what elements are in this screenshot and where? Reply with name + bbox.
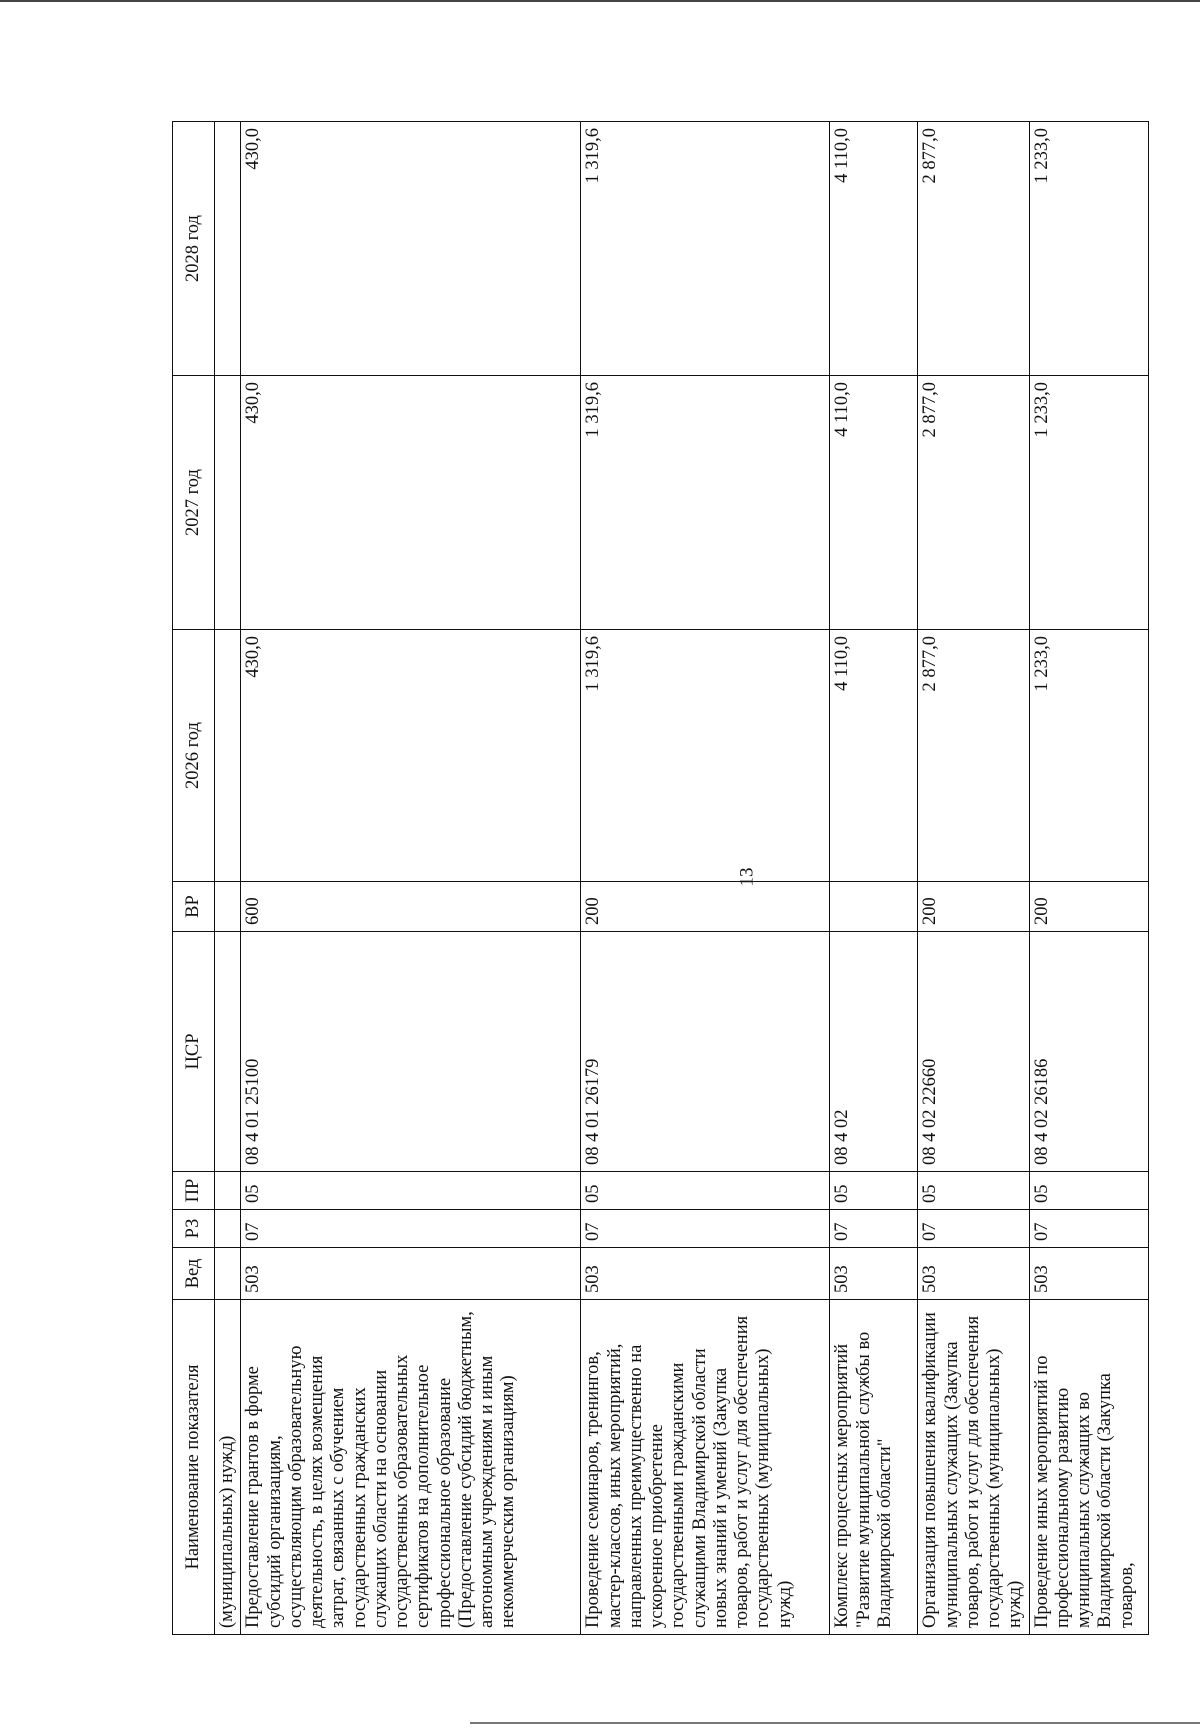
row-name: Проведение иных мероприятий по профессиональному развитию муниципальных служащих во Владимирской области (Закупка товаров, — [1029, 1300, 1148, 1635]
row-csr: 08 4 02 26186 — [1029, 932, 1148, 1172]
row-name: Предоставление грантов в форме субсидий организациям, осуществляющим образовательную деятельность, в целях возмещения затрат, связанных с обучением государственных гражданских служащих области на основании государственных образовательных сертификатов на дополнительное профессиональное образование (Предоставление субсидий бюджетным, автономным учреждениям и иным некоммерческим организациям) — [241, 1300, 581, 1635]
budget-table — [172, 121, 1149, 1635]
row-rz: 07 — [830, 1210, 918, 1248]
row-ved: 503 — [241, 1248, 581, 1300]
row-2028: 1 319,6 — [581, 122, 830, 376]
row-2027: 4 110,0 — [830, 376, 918, 630]
rotated-table-container — [172, 122, 1137, 1635]
row-vr: 200 — [1029, 882, 1148, 932]
table-row — [581, 122, 830, 1635]
row-ved: 503 — [1029, 1248, 1148, 1300]
row-2026: 1 233,0 — [1029, 630, 1148, 882]
row-rz: 07 — [241, 1210, 581, 1248]
continuation-row — [215, 122, 241, 1635]
table-row — [918, 122, 1029, 1635]
table-row — [830, 122, 918, 1635]
row-pr: 05 — [830, 1172, 918, 1210]
table-row — [1029, 122, 1148, 1635]
row-vr: 600 — [241, 882, 581, 932]
row-rz: 07 — [918, 1210, 1029, 1248]
row-pr: 05 — [918, 1172, 1029, 1210]
row-vr: 200 — [581, 882, 830, 932]
row-2026: 430,0 — [241, 630, 581, 882]
row-2028: 430,0 — [241, 122, 581, 376]
row-ved: 503 — [918, 1248, 1029, 1300]
row-2026: 4 110,0 — [830, 630, 918, 882]
row-2028: 2 877,0 — [918, 122, 1029, 376]
row-csr: 08 4 02 — [830, 932, 918, 1172]
row-pr: 05 — [581, 1172, 830, 1210]
continuation-cell: (муниципальных) нужд) — [215, 1300, 241, 1635]
row-vr: 200 — [918, 882, 1029, 932]
row-vr — [830, 882, 918, 932]
header-pr: ПР — [173, 1172, 215, 1210]
table-row — [241, 122, 581, 1635]
row-pr: 05 — [1029, 1172, 1148, 1210]
header-2027: 2027 год — [173, 376, 215, 630]
row-name: Организация повышения квалификации муниципальных служащих (Закупка товаров, работ и услуг для обеспечения государственных (муниципальных) нужд) — [918, 1300, 1029, 1635]
top-border-line — [0, 0, 1200, 2]
row-csr: 08 4 02 22660 — [918, 932, 1029, 1172]
row-2026: 2 877,0 — [918, 630, 1029, 882]
row-2027: 2 877,0 — [918, 376, 1029, 630]
row-2027: 1 319,6 — [581, 376, 830, 630]
row-csr: 08 4 01 25100 — [241, 932, 581, 1172]
row-name: Комплекс процессных мероприятий "Развитие муниципальной службы во Владимирской области" — [830, 1300, 918, 1635]
header-2028: 2028 год — [173, 122, 215, 376]
row-name: Проведение семинаров, тренингов, мастер-классов, иных мероприятий, направленных преимущественно на ускоренное приобретение государственными гражданскими служащими Владимирской области новых знаний и умений (Закупка товаров, работ и услуг для обеспечения государственных (муниципальных) нужд) — [581, 1300, 830, 1635]
row-pr: 05 — [241, 1172, 581, 1210]
table-header-row — [173, 122, 215, 1635]
row-2028: 4 110,0 — [830, 122, 918, 376]
header-name: Наименование показателя — [173, 1300, 215, 1635]
row-ved: 503 — [581, 1248, 830, 1300]
page-number: 13 — [736, 867, 758, 887]
header-rz: РЗ — [173, 1210, 215, 1248]
row-2027: 1 233,0 — [1029, 376, 1148, 630]
row-2026: 1 319,6 — [581, 630, 830, 882]
header-csr: ЦСР — [173, 932, 215, 1172]
row-rz: 07 — [581, 1210, 830, 1248]
header-ved: Вед — [173, 1248, 215, 1300]
row-ved: 503 — [830, 1248, 918, 1300]
row-2027: 430,0 — [241, 376, 581, 630]
header-vr: ВР — [173, 882, 215, 932]
row-rz: 07 — [1029, 1210, 1148, 1248]
bottom-scan-line — [470, 1722, 1200, 1724]
row-2028: 1 233,0 — [1029, 122, 1148, 376]
header-2026: 2026 год — [173, 630, 215, 882]
row-csr: 08 4 01 26179 — [581, 932, 830, 1172]
